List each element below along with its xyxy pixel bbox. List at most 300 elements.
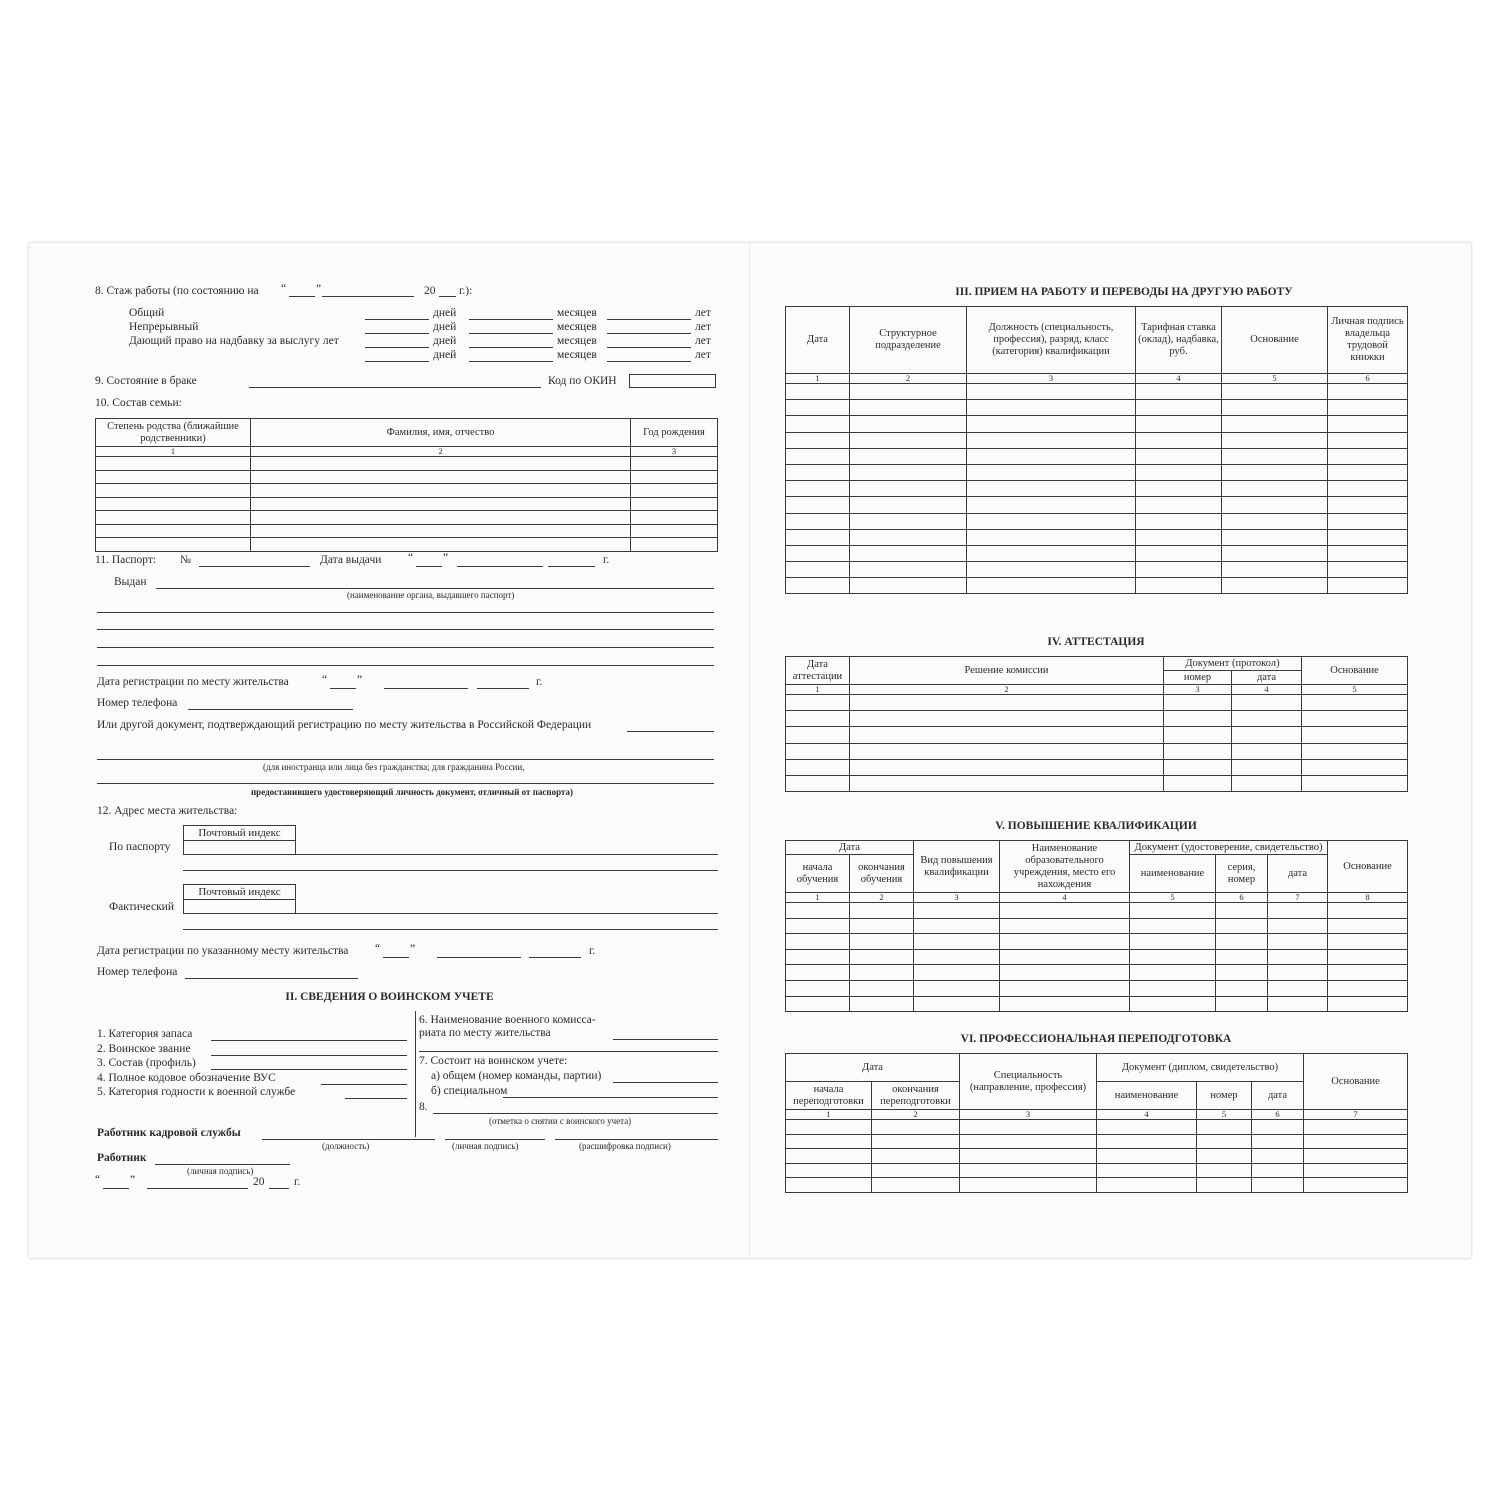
table-cell[interactable]	[1197, 1163, 1252, 1178]
table-cell[interactable]	[1130, 980, 1216, 996]
table-cell[interactable]	[1328, 980, 1408, 996]
table-cell[interactable]	[1136, 578, 1222, 594]
table-cell[interactable]	[786, 481, 850, 497]
special-registration-field[interactable]	[503, 1097, 718, 1098]
table-cell[interactable]	[786, 711, 850, 727]
retraining-section-title: VI. ПРОФЕССИОНАЛЬНАЯ ПЕРЕПОДГОТОВКА	[960, 1033, 1232, 1045]
table-cell[interactable]	[1232, 727, 1302, 743]
retraining-header: окончания переподготовки	[872, 1082, 960, 1110]
experience-days-field[interactable]	[365, 361, 429, 362]
table-cell[interactable]	[1328, 996, 1408, 1012]
passport-number-field[interactable]	[199, 566, 310, 567]
table-cell[interactable]	[1222, 481, 1328, 497]
table-cell[interactable]	[1136, 562, 1222, 578]
table-cell[interactable]	[1302, 743, 1408, 759]
table-cell[interactable]	[1000, 903, 1130, 919]
table-cell[interactable]	[631, 484, 718, 498]
table-cell[interactable]	[1302, 775, 1408, 791]
table-cell[interactable]	[786, 1163, 872, 1178]
table-cell[interactable]	[914, 918, 1000, 934]
table-cell[interactable]	[967, 432, 1136, 448]
table-cell[interactable]	[1222, 545, 1328, 561]
table-cell[interactable]	[1328, 934, 1408, 950]
column-number: 4	[1136, 374, 1222, 384]
table-row	[96, 524, 718, 538]
table-cell[interactable]	[1222, 578, 1328, 594]
experience-years-field[interactable]	[607, 347, 691, 348]
hr-decoding-field[interactable]	[555, 1139, 718, 1140]
table-cell[interactable]	[1136, 481, 1222, 497]
table-cell[interactable]	[1252, 1120, 1304, 1135]
table-cell[interactable]	[850, 949, 914, 965]
table-cell[interactable]	[1164, 711, 1232, 727]
table-cell[interactable]	[850, 903, 914, 919]
general-registration-field[interactable]	[613, 1082, 718, 1083]
table-cell[interactable]	[1302, 695, 1408, 711]
experience-days-field[interactable]	[365, 333, 429, 334]
worker-signature-field[interactable]	[155, 1164, 290, 1165]
experience-months-field[interactable]	[469, 333, 553, 334]
table-cell[interactable]	[1232, 743, 1302, 759]
table-cell[interactable]	[967, 384, 1136, 400]
table-cell[interactable]	[1268, 980, 1328, 996]
table-cell[interactable]	[96, 511, 251, 525]
table-cell[interactable]	[786, 562, 850, 578]
table-cell[interactable]	[96, 470, 251, 484]
table-cell[interactable]	[96, 538, 251, 552]
table-cell[interactable]	[1252, 1178, 1304, 1193]
table-cell[interactable]	[786, 1178, 872, 1193]
table-cell[interactable]	[1164, 695, 1232, 711]
table-cell[interactable]	[251, 511, 631, 525]
table-row	[96, 457, 718, 471]
table-cell[interactable]	[1222, 562, 1328, 578]
table-cell[interactable]	[1328, 529, 1408, 545]
table-cell[interactable]	[850, 918, 914, 934]
table-cell[interactable]	[1000, 934, 1130, 950]
table-cell[interactable]	[786, 497, 850, 513]
table-cell[interactable]	[850, 464, 967, 480]
table-cell[interactable]	[786, 903, 850, 919]
table-cell[interactable]	[786, 996, 850, 1012]
table-cell[interactable]	[631, 470, 718, 484]
column-number: 1	[786, 893, 850, 903]
table-cell[interactable]	[1136, 448, 1222, 464]
military-item-field[interactable]	[321, 1084, 407, 1085]
table-cell[interactable]	[786, 743, 850, 759]
table-cell[interactable]	[967, 529, 1136, 545]
column-number: 4	[1097, 1110, 1197, 1120]
table-cell[interactable]	[1197, 1149, 1252, 1164]
decoding-note: (расшифровка подписи)	[579, 1141, 671, 1151]
table-cell[interactable]	[850, 384, 967, 400]
table-cell[interactable]	[1164, 727, 1232, 743]
table-cell[interactable]	[1097, 1134, 1197, 1149]
experience-years-field[interactable]	[607, 361, 691, 362]
experience-months-field[interactable]	[469, 319, 553, 320]
table-cell[interactable]	[1328, 448, 1408, 464]
table-cell[interactable]	[850, 695, 1164, 711]
table-cell[interactable]	[1222, 529, 1328, 545]
table-cell[interactable]	[1328, 416, 1408, 432]
table-cell[interactable]	[1164, 743, 1232, 759]
table-cell[interactable]	[1222, 497, 1328, 513]
table-cell[interactable]	[872, 1134, 960, 1149]
table-cell[interactable]	[786, 980, 850, 996]
table-cell[interactable]	[1232, 695, 1302, 711]
table-cell[interactable]	[786, 578, 850, 594]
table-cell[interactable]	[1097, 1178, 1197, 1193]
table-cell[interactable]	[1328, 513, 1408, 529]
table-cell[interactable]	[850, 980, 914, 996]
table-cell[interactable]	[1302, 711, 1408, 727]
table-cell[interactable]	[631, 524, 718, 538]
table-cell[interactable]	[967, 400, 1136, 416]
table-cell[interactable]	[1197, 1120, 1252, 1135]
experience-years-field[interactable]	[607, 319, 691, 320]
table-cell[interactable]	[1222, 432, 1328, 448]
table-cell[interactable]	[1000, 965, 1130, 981]
military-item-field[interactable]	[345, 1098, 407, 1099]
table-row	[786, 448, 1408, 464]
qualification-header: Дата	[786, 841, 914, 855]
table-cell[interactable]	[96, 497, 251, 511]
table-cell[interactable]	[786, 1134, 872, 1149]
table-cell[interactable]	[251, 497, 631, 511]
table-cell[interactable]	[1216, 918, 1268, 934]
table-cell[interactable]	[251, 457, 631, 471]
table-cell[interactable]	[1304, 1134, 1408, 1149]
table-cell[interactable]	[786, 416, 850, 432]
experience-months-unit: месяцев	[557, 349, 597, 361]
table-cell[interactable]	[1136, 464, 1222, 480]
quote-close: ”	[130, 1174, 136, 1186]
table-cell[interactable]	[850, 727, 1164, 743]
table-cell[interactable]	[850, 400, 967, 416]
table-cell[interactable]	[1164, 775, 1232, 791]
table-cell[interactable]	[631, 497, 718, 511]
table-cell[interactable]	[96, 524, 251, 538]
phone-field-2[interactable]	[185, 978, 358, 979]
table-cell[interactable]	[1216, 949, 1268, 965]
attestation-table	[785, 656, 1408, 792]
table-cell[interactable]	[967, 416, 1136, 432]
qualification-header: окончания обучения	[850, 855, 914, 893]
experience-days-unit: дней	[433, 335, 457, 347]
table-cell[interactable]	[850, 562, 967, 578]
table-cell[interactable]	[967, 497, 1136, 513]
table-cell[interactable]	[1216, 903, 1268, 919]
commissariat-field[interactable]	[613, 1039, 718, 1040]
table-cell[interactable]	[1328, 400, 1408, 416]
table-cell[interactable]	[967, 545, 1136, 561]
table-cell[interactable]	[850, 996, 914, 1012]
table-cell[interactable]	[967, 464, 1136, 480]
table-cell[interactable]	[1097, 1149, 1197, 1164]
retraining-header: Дата	[786, 1054, 960, 1082]
table-cell[interactable]	[1136, 432, 1222, 448]
column-number: 2	[850, 374, 967, 384]
table-cell[interactable]	[1252, 1134, 1304, 1149]
table-cell[interactable]	[960, 1134, 1097, 1149]
table-cell[interactable]	[1130, 965, 1216, 981]
table-cell[interactable]	[1222, 384, 1328, 400]
table-cell[interactable]	[1268, 918, 1328, 934]
table-cell[interactable]	[850, 965, 914, 981]
table-cell[interactable]	[850, 759, 1164, 775]
attestation-header: Дата аттестации	[786, 657, 850, 685]
table-cell[interactable]	[1328, 432, 1408, 448]
year-prefix: 20	[424, 285, 436, 297]
table-cell[interactable]	[786, 934, 850, 950]
table-cell[interactable]	[1097, 1163, 1197, 1178]
table-cell[interactable]	[1216, 980, 1268, 996]
table-row	[786, 934, 1408, 950]
retraining-header: начала переподготовки	[786, 1082, 872, 1110]
table-cell[interactable]	[1000, 980, 1130, 996]
table-cell[interactable]	[1328, 481, 1408, 497]
table-cell[interactable]	[850, 513, 967, 529]
okin-code-box[interactable]	[629, 374, 716, 388]
experience-months-unit: месяцев	[557, 335, 597, 347]
table-cell[interactable]	[786, 965, 850, 981]
table-cell[interactable]	[786, 759, 850, 775]
experience-days-field[interactable]	[365, 319, 429, 320]
table-cell[interactable]	[850, 481, 967, 497]
registration-date-label-2: Дата регистрации по указанному месту жительства	[97, 945, 349, 957]
marital-label: 9. Состояние в браке	[95, 375, 197, 387]
table-cell[interactable]	[872, 1178, 960, 1193]
table-cell[interactable]	[631, 538, 718, 552]
table-cell[interactable]	[1130, 996, 1216, 1012]
table-cell[interactable]	[1136, 513, 1222, 529]
table-cell[interactable]	[786, 384, 850, 400]
retraining-header: Документ (диплом, свидетельство)	[1097, 1054, 1304, 1082]
military-item-field[interactable]	[211, 1055, 407, 1056]
hr-signature-field[interactable]	[445, 1139, 545, 1140]
table-cell[interactable]	[1328, 464, 1408, 480]
table-cell[interactable]	[914, 934, 1000, 950]
postal-code-box[interactable]	[183, 899, 296, 914]
table-cell[interactable]	[850, 578, 967, 594]
table-cell[interactable]	[786, 400, 850, 416]
table-cell[interactable]	[1130, 934, 1216, 950]
table-cell[interactable]	[960, 1163, 1097, 1178]
table-cell[interactable]	[1252, 1163, 1304, 1178]
table-cell[interactable]	[786, 727, 850, 743]
table-cell[interactable]	[96, 484, 251, 498]
table-row	[786, 578, 1408, 594]
table-cell[interactable]	[96, 457, 251, 471]
table-cell[interactable]	[1304, 1178, 1408, 1193]
table-cell[interactable]	[914, 903, 1000, 919]
by-passport-label: По паспорту	[109, 841, 171, 853]
table-cell[interactable]	[1328, 578, 1408, 594]
table-row	[786, 918, 1408, 934]
experience-years-field[interactable]	[607, 333, 691, 334]
table-cell[interactable]	[960, 1149, 1097, 1164]
table-cell[interactable]	[251, 470, 631, 484]
table-cell[interactable]	[967, 578, 1136, 594]
table-cell[interactable]	[1164, 759, 1232, 775]
table-cell[interactable]	[786, 1149, 872, 1164]
table-cell[interactable]	[786, 545, 850, 561]
table-cell[interactable]	[1304, 1120, 1408, 1135]
table-cell[interactable]	[1328, 918, 1408, 934]
table-cell[interactable]	[850, 775, 1164, 791]
table-cell[interactable]	[1328, 562, 1408, 578]
table-cell[interactable]	[1304, 1163, 1408, 1178]
table-cell[interactable]	[786, 513, 850, 529]
table-cell[interactable]	[786, 918, 850, 934]
column-number: 1	[786, 1110, 872, 1120]
table-cell[interactable]	[872, 1120, 960, 1135]
hr-worker-label: Работник кадровой службы	[97, 1127, 241, 1139]
phone-field[interactable]	[188, 709, 353, 710]
table-cell[interactable]	[872, 1149, 960, 1164]
table-cell[interactable]	[1130, 918, 1216, 934]
issued-by-field[interactable]	[156, 588, 714, 589]
table-cell[interactable]	[960, 1178, 1097, 1193]
table-row	[786, 903, 1408, 919]
table-cell[interactable]	[914, 965, 1000, 981]
table-cell[interactable]	[1130, 949, 1216, 965]
experience-days-field[interactable]	[365, 347, 429, 348]
table-cell[interactable]	[1136, 400, 1222, 416]
quote-close: ”	[357, 674, 363, 686]
experience-months-field[interactable]	[469, 361, 553, 362]
position-note: (должность)	[322, 1141, 370, 1151]
table-cell[interactable]	[251, 524, 631, 538]
table-cell[interactable]	[786, 432, 850, 448]
table-cell[interactable]	[850, 545, 967, 561]
table-cell[interactable]	[850, 432, 967, 448]
table-cell[interactable]	[914, 949, 1000, 965]
table-cell[interactable]	[251, 538, 631, 552]
table-cell[interactable]	[786, 448, 850, 464]
table-cell[interactable]	[1000, 996, 1130, 1012]
table-cell[interactable]	[960, 1120, 1097, 1135]
column-number: 2	[850, 893, 914, 903]
table-cell[interactable]	[967, 448, 1136, 464]
table-cell[interactable]	[914, 980, 1000, 996]
table-cell[interactable]	[1232, 759, 1302, 775]
table-row	[786, 513, 1408, 529]
table-cell[interactable]	[1328, 903, 1408, 919]
table-cell[interactable]	[967, 513, 1136, 529]
table-cell[interactable]	[850, 448, 967, 464]
table-cell[interactable]	[1130, 903, 1216, 919]
table-cell[interactable]	[1000, 949, 1130, 965]
table-cell[interactable]	[850, 416, 967, 432]
table-cell[interactable]	[786, 695, 850, 711]
table-cell[interactable]	[1222, 400, 1328, 416]
table-row	[96, 497, 718, 511]
table-cell[interactable]	[786, 529, 850, 545]
table-cell[interactable]	[631, 457, 718, 471]
table-row	[96, 484, 718, 498]
table-cell[interactable]	[872, 1163, 960, 1178]
table-cell[interactable]	[1222, 448, 1328, 464]
table-cell[interactable]	[1216, 965, 1268, 981]
table-cell[interactable]	[1268, 934, 1328, 950]
table-cell[interactable]	[1304, 1149, 1408, 1164]
table-cell[interactable]	[1328, 545, 1408, 561]
table-cell[interactable]	[251, 484, 631, 498]
table-cell[interactable]	[1136, 545, 1222, 561]
table-cell[interactable]	[1328, 949, 1408, 965]
column-number: 4	[1000, 893, 1130, 903]
table-cell[interactable]	[850, 934, 914, 950]
table-cell[interactable]	[786, 949, 850, 965]
removal-mark-field[interactable]	[433, 1113, 718, 1114]
marital-field[interactable]	[249, 387, 541, 388]
table-cell[interactable]	[631, 511, 718, 525]
family-col-number: 2	[251, 447, 631, 457]
registration-date-label: Дата регистрации по месту жительства	[97, 676, 289, 688]
table-cell[interactable]	[1268, 965, 1328, 981]
table-cell[interactable]	[967, 562, 1136, 578]
table-cell[interactable]	[850, 711, 1164, 727]
table-cell[interactable]	[786, 464, 850, 480]
qualification-header: серия, номер	[1216, 855, 1268, 893]
table-cell[interactable]	[1268, 996, 1328, 1012]
table-cell[interactable]	[1302, 759, 1408, 775]
table-cell[interactable]	[1197, 1134, 1252, 1149]
table-cell[interactable]	[914, 996, 1000, 1012]
postal-code-box[interactable]	[183, 840, 296, 855]
table-cell[interactable]	[850, 497, 967, 513]
table-cell[interactable]	[1222, 513, 1328, 529]
table-cell[interactable]	[967, 481, 1136, 497]
table-cell[interactable]	[786, 1120, 872, 1135]
table-cell[interactable]	[1097, 1120, 1197, 1135]
table-cell[interactable]	[1222, 464, 1328, 480]
table-cell[interactable]	[1136, 529, 1222, 545]
table-cell[interactable]	[1268, 903, 1328, 919]
table-cell[interactable]	[1136, 384, 1222, 400]
table-cell[interactable]	[1252, 1149, 1304, 1164]
table-cell[interactable]	[850, 529, 967, 545]
table-cell[interactable]	[1268, 949, 1328, 965]
table-cell[interactable]	[1000, 918, 1130, 934]
table-cell[interactable]	[1216, 996, 1268, 1012]
qualification-header: начала обучения	[786, 855, 850, 893]
hr-position-field[interactable]	[262, 1139, 435, 1140]
table-cell[interactable]	[1328, 965, 1408, 981]
military-item-field[interactable]	[211, 1040, 407, 1041]
table-cell[interactable]	[1232, 711, 1302, 727]
column-number: 5	[1130, 893, 1216, 903]
table-cell[interactable]	[1328, 497, 1408, 513]
table-cell[interactable]	[850, 743, 1164, 759]
table-cell[interactable]	[1302, 727, 1408, 743]
table-cell[interactable]	[1136, 497, 1222, 513]
attestation-header: Основание	[1302, 657, 1408, 685]
table-cell[interactable]	[1328, 384, 1408, 400]
table-cell[interactable]	[1232, 775, 1302, 791]
table-cell[interactable]	[786, 775, 850, 791]
table-cell[interactable]	[1197, 1178, 1252, 1193]
experience-months-field[interactable]	[469, 347, 553, 348]
table-cell[interactable]	[1136, 416, 1222, 432]
table-cell[interactable]	[1222, 416, 1328, 432]
table-cell[interactable]	[1216, 934, 1268, 950]
military-item-field[interactable]	[211, 1069, 407, 1070]
item-8-label: 8.	[419, 1101, 428, 1113]
military-item-label: 4. Полное кодовое обозначение ВУС	[97, 1071, 276, 1084]
other-document-field[interactable]	[627, 731, 714, 732]
